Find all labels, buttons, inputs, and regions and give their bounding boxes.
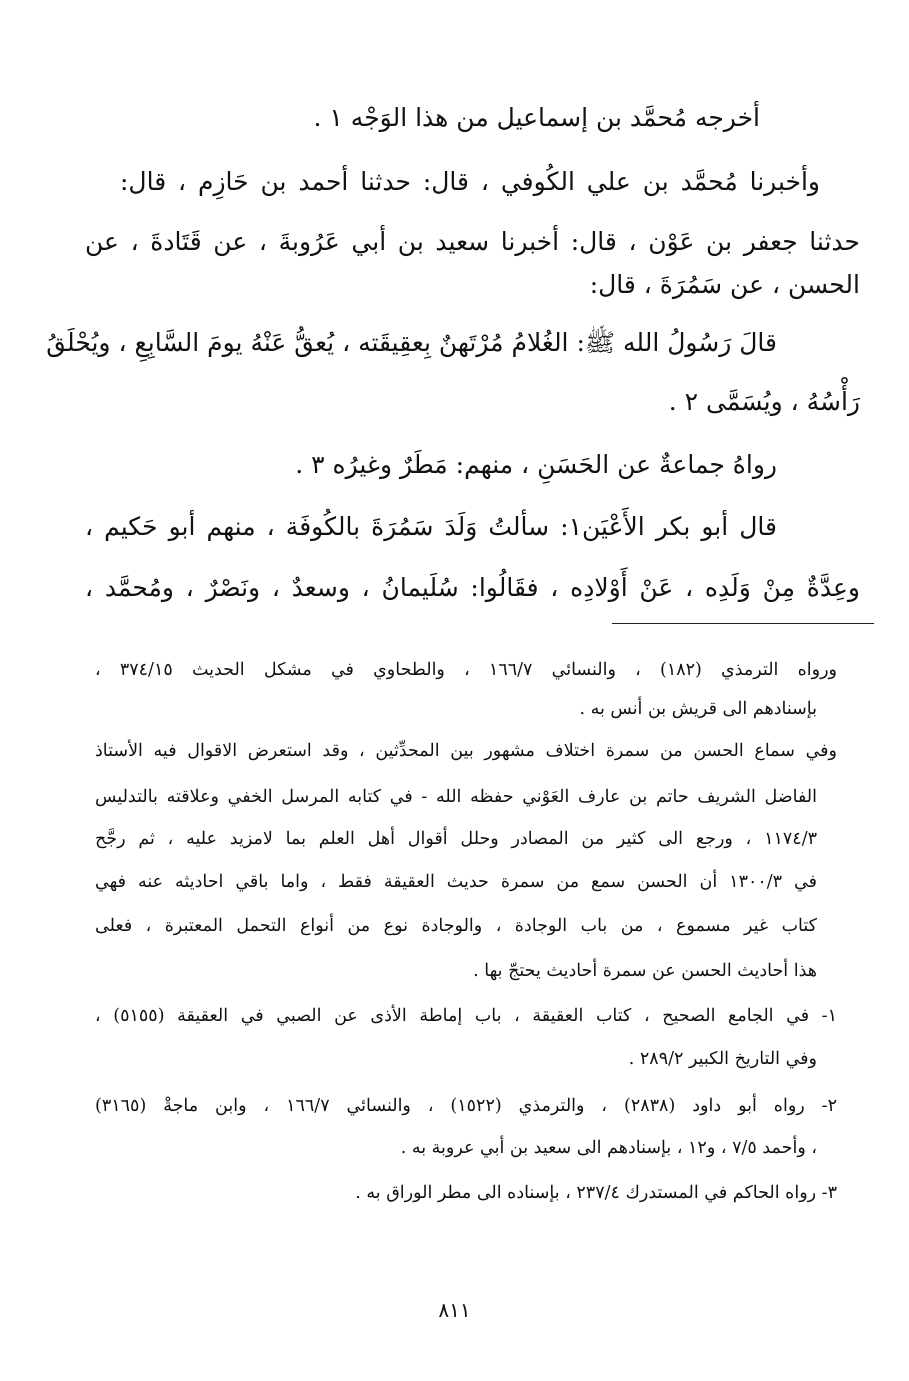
footnote-line-1: ورواه الترمذي (١٨٢) ، والنسائي ١٦٦/٧ ، والطحاوي في مشكل الحديث ٣٧٤/١٥ ، bbox=[95, 660, 837, 680]
main-text-line-8: قال أبو بكر الأَعْيَن١: سألتُ وَلَدَ سَمُرَةَ بالكُوفَة ، منهم أبو حَكيم ، bbox=[85, 512, 777, 541]
footnote-line-3: وفي سماع الحسن من سمرة اختلاف مشهور بين المحدِّثين ، وقد استعرض الاقوال فيه الأستاذ bbox=[95, 741, 837, 761]
footnote-1: ١- في الجامع الصحيح ، كتاب العقيقة ، باب إماطة الأذى عن الصبي في العقيقة (٥١٥٥) ، bbox=[95, 1006, 837, 1026]
main-text-line-3: حدثنا جعفر بن عَوْن ، قال: أخبرنا سعيد بن أبي عَرُوبةَ ، عن قَتَادةَ ، عن bbox=[85, 227, 860, 256]
footnote-1-continued: وفي التاريخ الكبير ٢٨٩/٢ . bbox=[628, 1049, 817, 1069]
footnote-line-2: بإسنادهم الى قريش بن أنس به . bbox=[579, 699, 817, 719]
footnote-2: ٢- رواه أبو داود (٢٨٣٨) ، والترمذي (١٥٢٢) ، والنسائي ١٦٦/٧ ، وابن ماجةْ (٣١٦٥) bbox=[95, 1096, 837, 1116]
footnote-line-8: هذا أحاديث الحسن عن سمرة أحاديث يحتجّ بها . bbox=[473, 961, 817, 981]
main-text-line-5: قالَ رَسُولُ الله ﷺ: الغُلامُ مُرْتَهنٌ بِعقِيقَته ، يُعقُّ عَنْهُ يومَ السَّابِعِ ، ويُحْلَقُ bbox=[46, 328, 777, 357]
footnote-line-7: كتاب غير مسموع ، من باب الوجادة ، والوجادة نوع من أنواع التحمل المعتبرة ، فعلى bbox=[95, 916, 817, 936]
main-text-line-2: وأخبرنا مُحمَّد بن علي الكُوفي ، قال: حدثنا أحمد بن حَازِم ، قال: bbox=[120, 167, 820, 196]
main-text-line-9: وعِدَّةٌ مِنْ وَلَدِه ، عَنْ أَوْلادِه ، فقَالُوا: سُلَيمانُ ، وسعدٌ ، ونَصْرٌ ، ومُحمَّد ، bbox=[85, 573, 860, 602]
footnote-3: ٣- رواه الحاكم في المستدرك ٢٣٧/٤ ، بإسناده الى مطر الوراق به . bbox=[355, 1183, 837, 1203]
footnote-separator bbox=[612, 623, 874, 624]
main-text-line-7: رواهُ جماعةٌ عن الحَسَنِ ، منهم: مَطَرٌ وغيرُه ٣ . bbox=[295, 450, 777, 479]
footnote-line-6: في ١٣٠٠/٣ أن الحسن سمع من سمرة حديث العقيقة فقط ، واما باقي احاديثه عنه فهي bbox=[95, 872, 817, 892]
footnote-line-5: ١١٧٤/٣ ، ورجع الى كثير من المصادر وحلل أقوال أهل العلم بما لامزيد عليه ، ثم رجَّح bbox=[95, 829, 817, 849]
main-text-line-6: رَأْسُهُ ، ويُسَمَّى ٢ . bbox=[668, 387, 860, 416]
footnote-2-continued: ، وأحمد ٧/٥ ، و١٢ ، بإسنادهم الى سعيد بن أبي عروبة به . bbox=[400, 1138, 817, 1158]
main-text-line-1: أخرجه مُحمَّد بن إسماعيل من هذا الوَجْه ١ . bbox=[313, 103, 760, 132]
footnote-line-4: الفاضل الشريف حاتم بن عارف العَوْني حفظه الله - في كتابه المرسل الخفي وعلاقته بالتدليس bbox=[95, 787, 817, 807]
main-text-line-4: الحسن ، عن سَمُرَةَ ، قال: bbox=[589, 270, 860, 299]
page-number: ٨١١ bbox=[438, 1298, 471, 1322]
